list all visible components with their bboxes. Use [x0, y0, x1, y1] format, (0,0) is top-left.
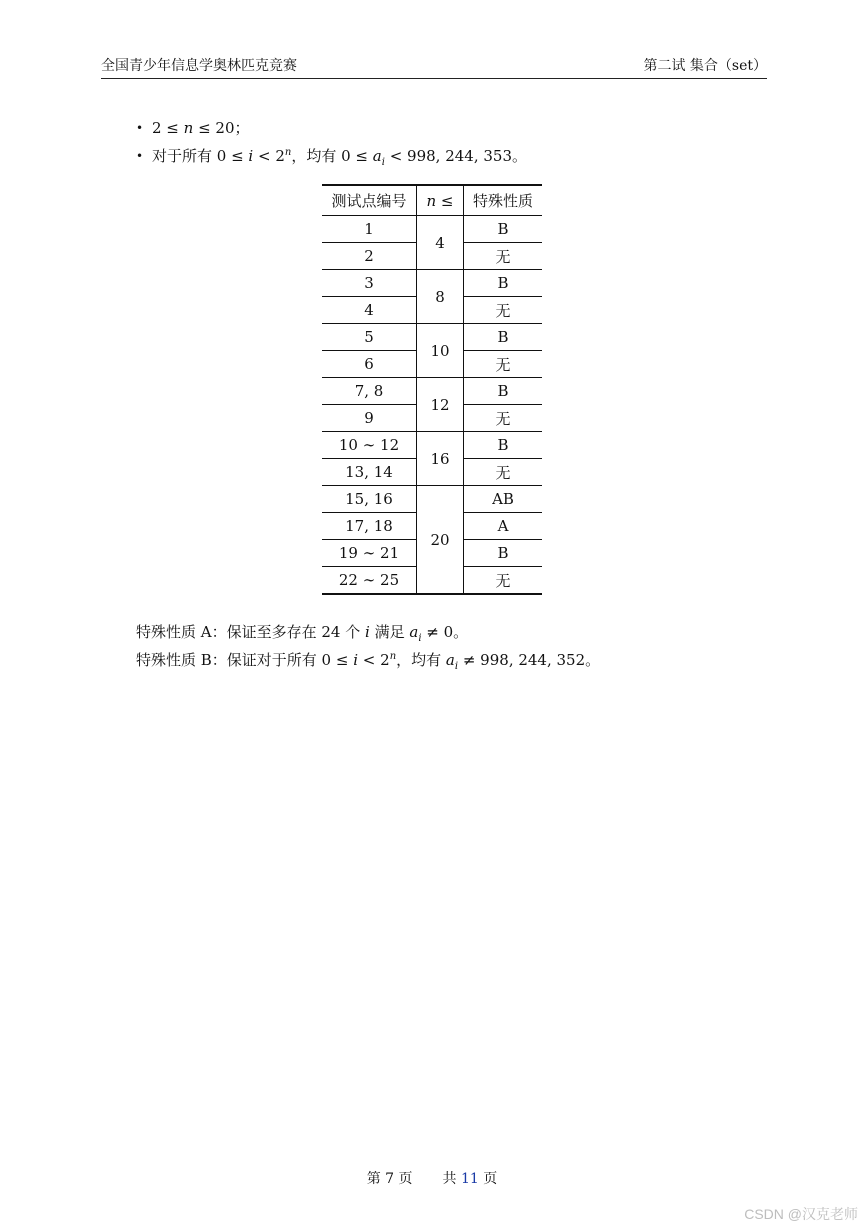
cell-id: 4 — [322, 297, 417, 324]
constraint-item — [136, 142, 527, 170]
prop-part: ，均有 — [396, 651, 446, 669]
cell-id: 7, 8 — [322, 378, 417, 405]
cell-id: 1 — [322, 216, 417, 243]
cell-id: 15, 16 — [322, 486, 417, 513]
math-var: a — [409, 623, 419, 641]
math-var: i — [353, 651, 359, 669]
header-contest-title: 全国青少年信息学奥林匹克竞赛 — [101, 58, 297, 74]
property-b-text — [136, 646, 600, 674]
cell-id: 9 — [322, 405, 417, 432]
math-var: i — [248, 147, 254, 165]
prop-part: 特殊性质 B：保证对于所有 0 ≤ — [136, 651, 354, 669]
cell-prop: B — [464, 432, 543, 459]
bullet-icon: • — [136, 121, 144, 135]
constraint-item — [136, 114, 527, 142]
footer-part: 共 — [442, 1171, 461, 1187]
cell-prop: B — [464, 324, 543, 351]
constraint-text — [152, 116, 250, 140]
bullet-icon: • — [136, 149, 144, 163]
cell-id: 3 — [322, 270, 417, 297]
constraint-part: 对于所有 0 ≤ — [152, 147, 249, 165]
table-row — [322, 432, 542, 459]
special-properties — [136, 618, 600, 674]
constraint-part: < 2 — [253, 147, 285, 165]
constraint-part: ≤ 20； — [193, 119, 250, 137]
cell-prop: 无 — [464, 351, 543, 378]
cell-prop: B — [464, 378, 543, 405]
math-sub: i — [454, 661, 459, 672]
cell-n: 10 — [417, 324, 464, 378]
table-row — [322, 378, 542, 405]
math-sub: i — [381, 157, 385, 168]
cell-n: 12 — [417, 378, 464, 432]
footer-part: 页 — [478, 1171, 498, 1187]
header-special-property: 特殊性质 — [464, 185, 543, 216]
constraint-text — [152, 144, 527, 168]
prop-part: ≠ 0。 — [421, 623, 469, 641]
testcase-table — [322, 184, 542, 595]
cell-id: 5 — [322, 324, 417, 351]
cell-n: 4 — [417, 216, 464, 270]
page-number — [367, 1171, 413, 1187]
cell-prop: 无 — [464, 459, 543, 486]
page-footer — [0, 1168, 864, 1188]
constraints-list — [136, 114, 527, 170]
cell-id: 2 — [322, 243, 417, 270]
header-op: ≤ — [436, 191, 454, 210]
cell-prop: 无 — [464, 405, 543, 432]
cell-prop: B — [464, 540, 543, 567]
cell-id: 19 ∼ 21 — [322, 540, 417, 567]
property-a-text — [136, 618, 600, 646]
table-row — [322, 216, 542, 243]
cell-prop: A — [464, 513, 543, 540]
constraint-part: 2 ≤ — [152, 119, 184, 137]
cell-n: 20 — [417, 486, 464, 595]
cell-prop: 无 — [464, 567, 543, 595]
cell-prop: 无 — [464, 243, 543, 270]
constraint-part: ，均有 0 ≤ — [291, 147, 373, 165]
math-var: a — [372, 147, 382, 165]
math-var: n — [183, 119, 194, 137]
cell-prop: 无 — [464, 297, 543, 324]
math-sup: n — [284, 147, 292, 158]
table-row — [322, 324, 542, 351]
cell-prop: B — [464, 270, 543, 297]
math-sup: n — [389, 651, 397, 662]
table-row — [322, 270, 542, 297]
table-header-row — [322, 185, 542, 216]
math-var: n — [426, 191, 437, 210]
header-problem-title: 第二试 集合（set） — [643, 58, 767, 74]
math-sub: i — [418, 633, 422, 644]
prop-part: < 2 — [358, 651, 390, 669]
math-var: i — [365, 623, 370, 641]
table-row — [322, 486, 542, 513]
cell-n: 8 — [417, 270, 464, 324]
prop-part: ≠ 998, 244, 352。 — [458, 651, 601, 669]
constraint-part: < 998, 244, 353。 — [384, 147, 527, 165]
footer-page-num: 7 — [385, 1171, 395, 1187]
prop-part: 特殊性质 A：保证至多存在 24 个 — [136, 623, 365, 641]
total-pages — [443, 1171, 498, 1187]
footer-part: 页 — [394, 1171, 413, 1187]
cell-id: 10 ∼ 12 — [322, 432, 417, 459]
header-n-limit — [417, 185, 464, 216]
math-var: a — [445, 651, 455, 669]
cell-id: 13, 14 — [322, 459, 417, 486]
footer-part: 第 — [366, 1171, 386, 1187]
cell-prop: B — [464, 216, 543, 243]
cell-id: 6 — [322, 351, 417, 378]
cell-prop: AB — [464, 486, 543, 513]
cell-id: 17, 18 — [322, 513, 417, 540]
watermark: CSDN @汉克老师 — [744, 1206, 858, 1222]
prop-part: 满足 — [369, 623, 410, 641]
page-header — [101, 56, 767, 79]
header-testcase-id: 测试点编号 — [322, 185, 417, 216]
cell-id: 22 ∼ 25 — [322, 567, 417, 595]
footer-total-num: 11 — [461, 1171, 479, 1187]
cell-n: 16 — [417, 432, 464, 486]
